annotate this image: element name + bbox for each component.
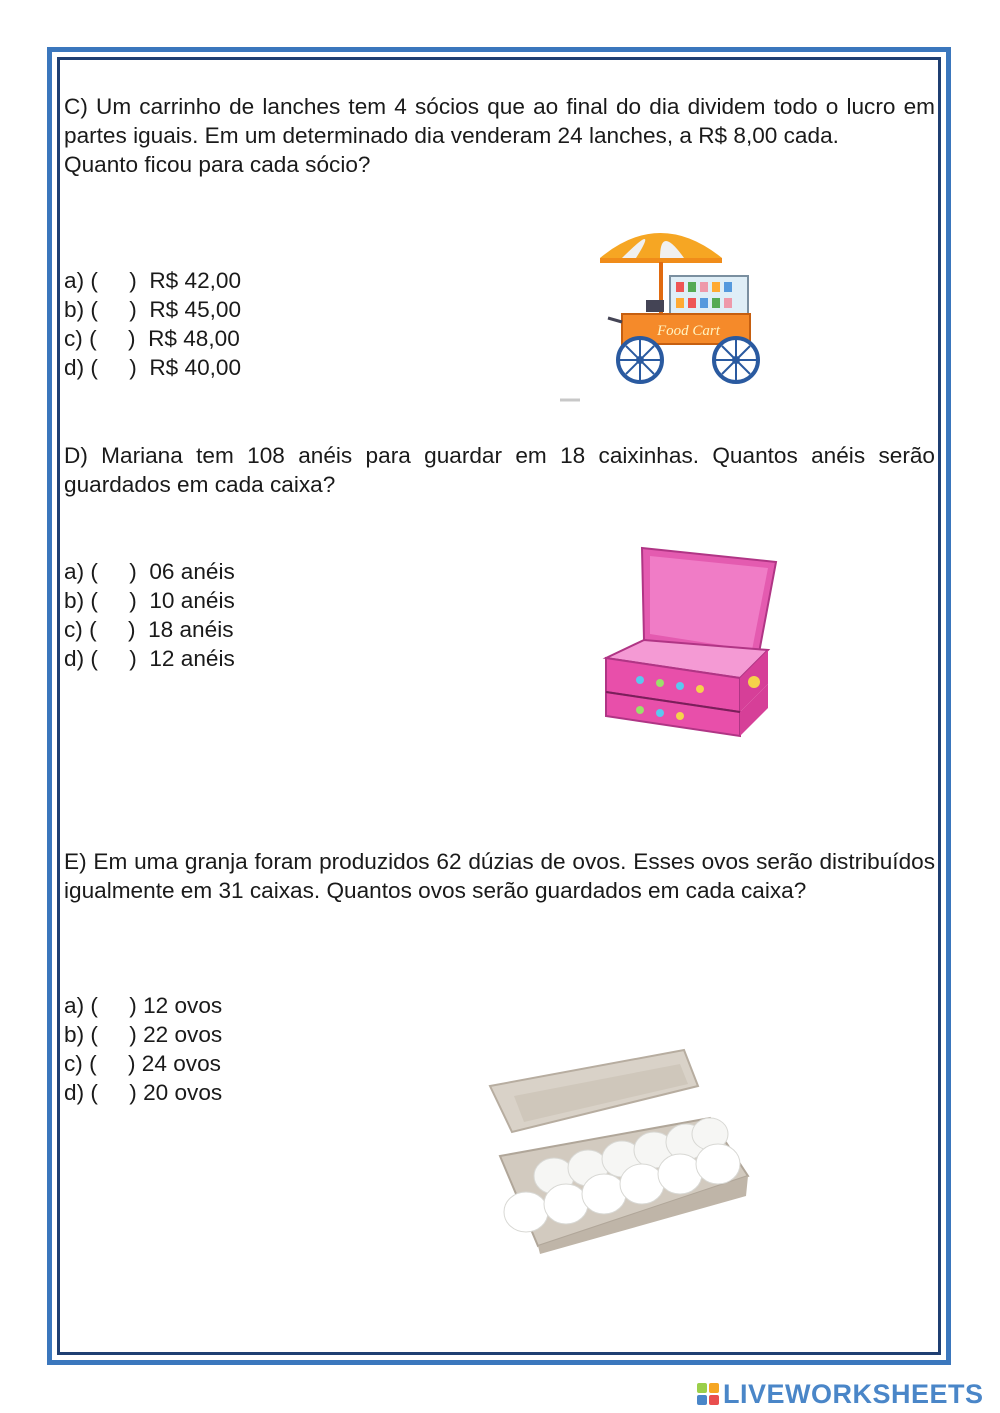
liveworksheets-logo [697, 1378, 984, 1410]
logo-icon [697, 1383, 719, 1405]
egg-carton-image [484, 1046, 756, 1256]
option-c[interactable]: c) ( ) 24 ovos [64, 1051, 221, 1076]
food-cart-sign: Food Cart [657, 323, 720, 339]
question-e [64, 847, 935, 905]
question-e-text: E) Em uma granja foram produzidos 62 dúzias de ovos. Esses ovos serão distribuídos igualmente em 31 caixas. Quantos ovos serão guardados em cada caixa? [64, 849, 935, 903]
question-d-text: D) Mariana tem 108 anéis para guardar em 18 caixinhas. Quantos anéis serão guardados em cada caixa? [64, 443, 935, 497]
jewelry-box-image [590, 540, 790, 740]
question-c-text: C) Um carrinho de lanches tem 4 sócios que ao final do dia dividem todo o lucro em partes iguais. Em um determinado dia venderam 24 lanches, a R$ 8,00 cada. [64, 94, 935, 148]
question-c-options [64, 266, 241, 382]
option-a[interactable]: a) ( ) 12 ovos [64, 993, 223, 1018]
option-b[interactable]: b) ( ) 10 anéis [64, 588, 235, 613]
question-e-options [64, 991, 222, 1107]
option-c[interactable]: c) ( ) R$ 48,00 [64, 326, 240, 351]
question-c-ask: Quanto ficou para cada sócio? [64, 152, 371, 177]
option-d[interactable]: d) ( ) 12 anéis [64, 646, 235, 671]
logo-text: LIVEWORKSHEETS [723, 1378, 984, 1409]
question-d-options [64, 557, 235, 673]
option-b[interactable]: b) ( ) R$ 45,00 [64, 297, 242, 322]
option-b[interactable]: b) ( ) 22 ovos [64, 1022, 223, 1047]
option-d[interactable]: d) ( ) 20 ovos [64, 1080, 223, 1105]
option-c[interactable]: c) ( ) 18 anéis [64, 617, 234, 642]
question-c [64, 92, 935, 179]
option-a[interactable]: a) ( ) R$ 42,00 [64, 268, 242, 293]
food-cart-image [552, 218, 812, 408]
option-d[interactable]: d) ( ) R$ 40,00 [64, 355, 242, 380]
option-a[interactable]: a) ( ) 06 anéis [64, 559, 235, 584]
question-d [64, 441, 935, 499]
